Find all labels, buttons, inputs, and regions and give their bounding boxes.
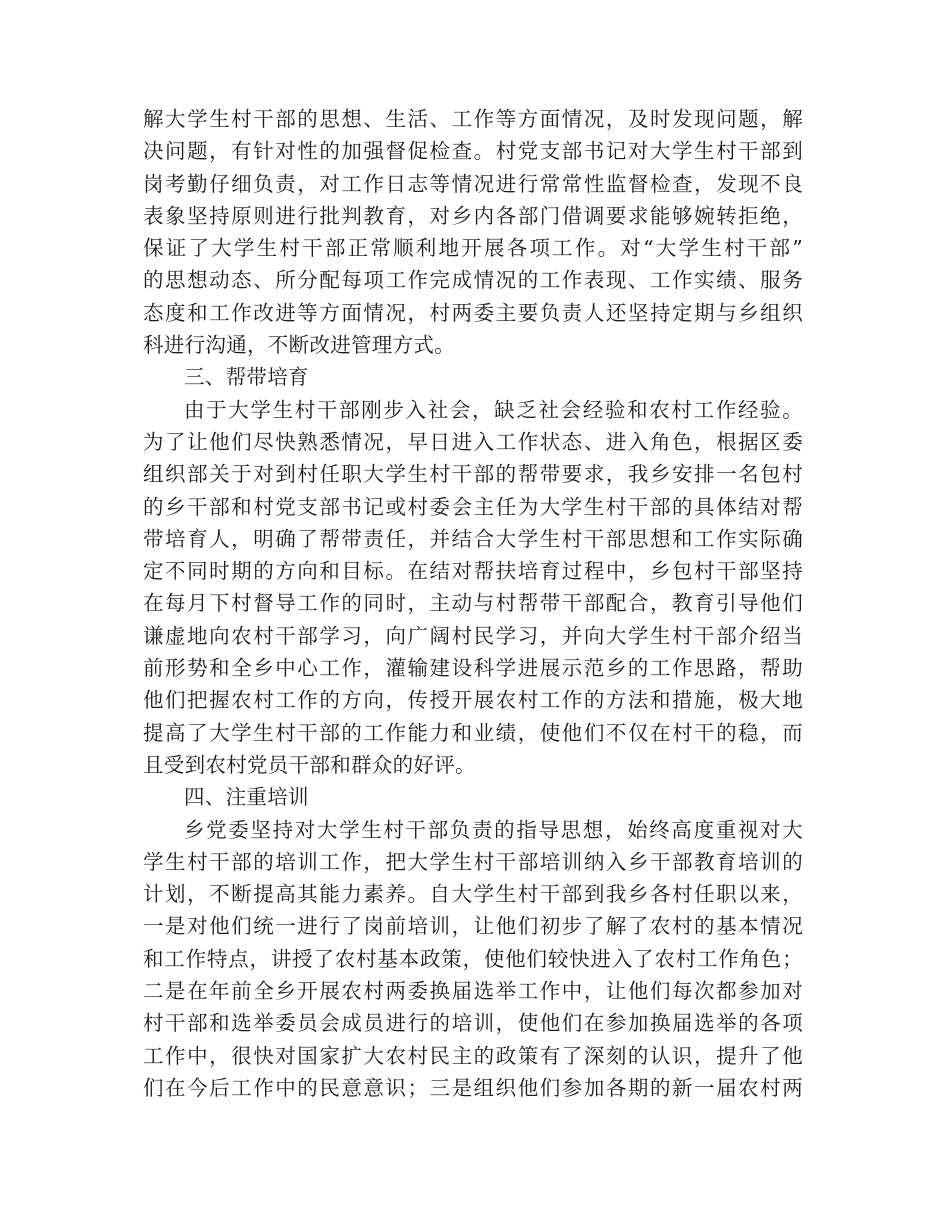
paragraph-line: 且受到农村党员干部和群众的好评。 <box>143 752 476 777</box>
paragraph-line: 的乡干部和村党支部书记或村委会主任为大学生村干部的具体结对帮 <box>143 494 803 519</box>
paragraph-line: 和工作特点，讲授了农村基本政策，使他们较快进入了农村工作角色； <box>143 946 803 971</box>
paragraph-line: 前形势和全乡中心工作，灌输建设科学进展示范乡的工作思路，帮助 <box>143 656 803 681</box>
paragraph-line: 保证了大学生村干部正常顺利地开展各项工作。对“大学生村干部” <box>143 236 803 261</box>
paragraph-line: 二是在年前全乡开展农村两委换届选举工作中，让他们每次都参加对 <box>143 979 803 1004</box>
paragraph-line: 乡党委坚持对大学生村干部负责的指导思想，始终高度重视对大 <box>184 817 803 842</box>
paragraph-line: 态度和工作改进等方面情况，村两委主要负责人还坚持定期与乡组织 <box>143 300 803 325</box>
paragraph-line: 科进行沟通，不断改进管理方式。 <box>143 333 455 358</box>
paragraph-line: 学生村干部的培训工作，把大学生村干部培训纳入乡干部教育培训的 <box>143 849 803 874</box>
paragraph-line: 的思想动态、所分配每项工作完成情况的工作表现、工作实绩、服务 <box>143 268 803 293</box>
document-page <box>143 103 803 1104</box>
paragraph-line: 组织部关于对到村任职大学生村干部的帮带要求，我乡安排一名包村 <box>143 462 803 487</box>
paragraph-line: 们在今后工作中的民意意识；三是组织他们参加各期的新一届农村两 <box>143 1075 803 1100</box>
paragraph-line: 由于大学生村干部刚步入社会，缺乏社会经验和农村工作经验。 <box>184 397 803 422</box>
paragraph-line: 带培育人，明确了帮带责任，并结合大学生村干部思想和工作实际确 <box>143 526 803 551</box>
paragraph-line: 定不同时期的方向和目标。在结对帮扶培育过程中，乡包村干部坚持 <box>143 559 803 584</box>
paragraph-line: 谦虚地向农村干部学习，向广阔村民学习，并向大学生村干部介绍当 <box>143 623 803 648</box>
paragraph-line: 他们把握农村工作的方向，传授开展农村工作的方法和措施，极大地 <box>143 688 803 713</box>
paragraph-line: 在每月下村督导工作的同时，主动与村帮带干部配合，教育引导他们 <box>143 591 803 616</box>
paragraph-line: 为了让他们尽快熟悉情况，早日进入工作状态、进入角色，根据区委 <box>143 429 803 454</box>
paragraph-line: 计划，不断提高其能力素养。自大学生村干部到我乡各村任职以来， <box>143 882 803 907</box>
paragraph-line: 工作中，很快对国家扩大农村民主的政策有了深刻的认识，提升了他 <box>143 1043 803 1068</box>
paragraph-line: 村干部和选举委员会成员进行的培训，使他们在参加换届选举的各项 <box>143 1011 803 1036</box>
paragraph-line: 表象坚持原则进行批判教育，对乡内各部门借调要求能够婉转拒绝， <box>143 203 803 228</box>
paragraph-line: 一是对他们统一进行了岗前培训，让他们初步了解了农村的基本情况 <box>143 914 803 939</box>
paragraph-line: 解大学生村干部的思想、生活、工作等方面情况，及时发现问题，解 <box>143 107 803 131</box>
paragraph-line: 岗考勤仔细负责，对工作日志等情况进行常常性监督检查，发现不良 <box>143 171 803 196</box>
section-heading: 四、注重培训 <box>184 785 309 810</box>
paragraph-line: 提高了大学生村干部的工作能力和业绩，使他们不仅在村干的稳，而 <box>143 720 803 745</box>
paragraph-line: 决问题，有针对性的加强督促检查。村党支部书记对大学生村干部到 <box>143 139 803 164</box>
section-heading: 三、帮带培育 <box>184 365 309 390</box>
